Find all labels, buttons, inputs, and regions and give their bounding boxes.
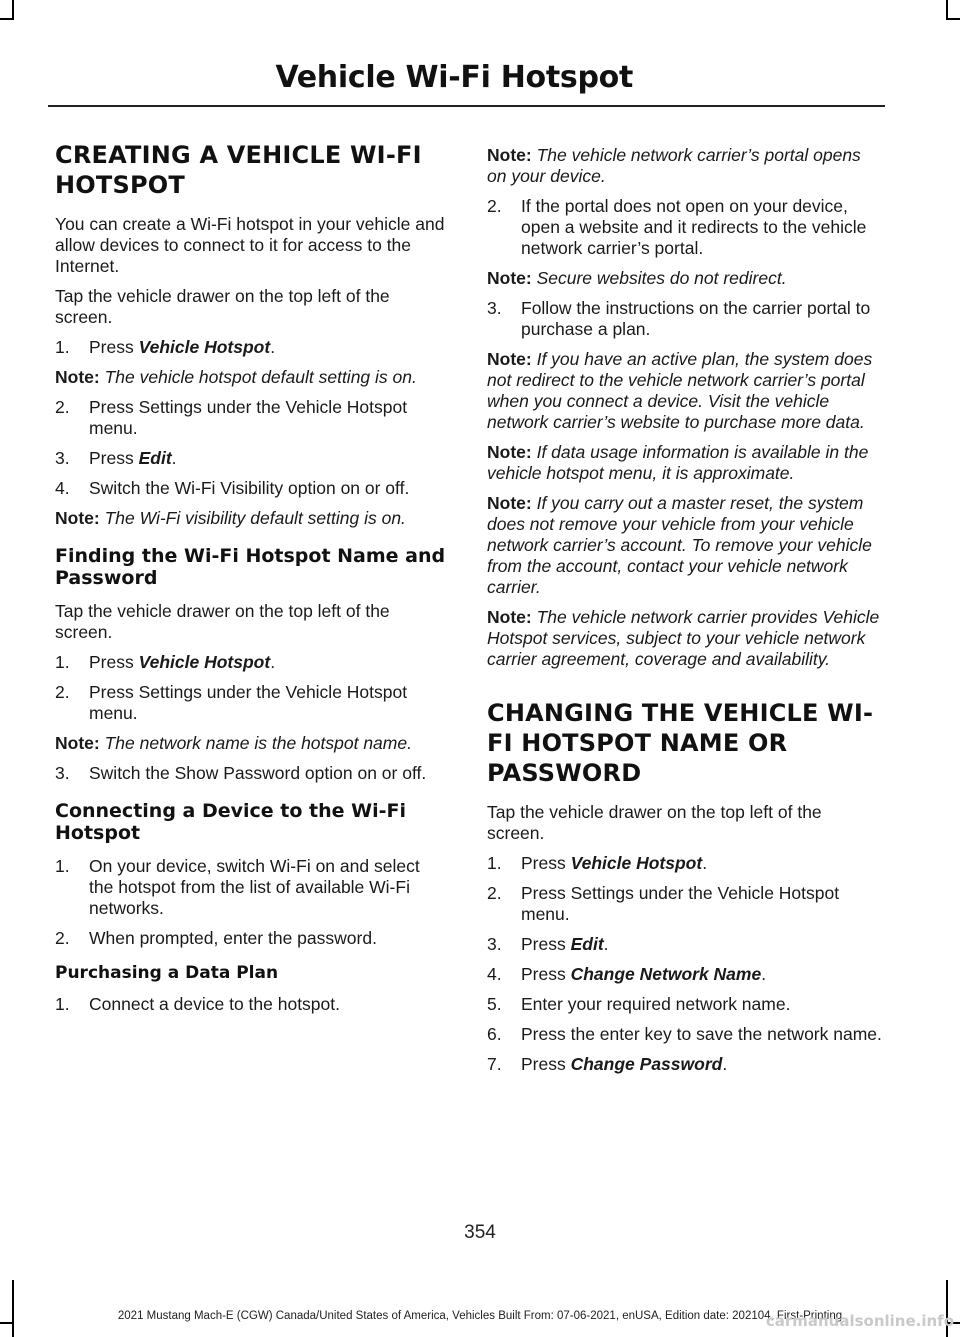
step-emphasis: Edit [570, 934, 604, 954]
step-text: When prompted, enter the password. [89, 928, 377, 948]
step-emphasis: Vehicle Hotspot [570, 853, 703, 873]
list-item [55, 397, 447, 439]
right-column [487, 145, 882, 1084]
list-item [55, 652, 447, 673]
list-item [487, 853, 882, 874]
step-text: Follow the instructions on the carrier portal to purchase a plan. [521, 298, 871, 339]
crop-mark-bottom-left-v [12, 1280, 14, 1337]
list-item [487, 994, 882, 1015]
list-item [487, 196, 882, 259]
note: Note: Secure websites do not redirect. [487, 268, 787, 288]
note: Note: The vehicle network carrier’s portal opens on your device. [487, 145, 861, 186]
step-number: 3. [487, 934, 502, 954]
step-number: 2. [55, 682, 70, 702]
list-item [487, 964, 882, 985]
step-number: 1. [487, 853, 502, 873]
list-item [55, 478, 447, 499]
note: Note: The network name is the hotspot name. [55, 733, 412, 753]
step-number: 4. [55, 478, 70, 498]
step-text: Press Settings under the Vehicle Hotspot menu. [521, 883, 840, 924]
step-text: If the portal does not open on your device, open a website and it redirects to the vehicle network carrier’s portal. [521, 196, 867, 258]
subheading-connecting: Connecting a Device to the Wi-Fi Hotspot [55, 800, 406, 844]
step-text: Enter your required network name. [521, 994, 791, 1014]
intro-paragraph: You can create a Wi-Fi hotspot in your vehicle and allow devices to connect to it for access to the Internet. [55, 214, 445, 276]
step-text: Press [521, 964, 571, 984]
crop-mark-bottom-left-h [0, 1322, 14, 1324]
step-text: Press [89, 448, 139, 468]
step-number: 1. [55, 337, 70, 357]
step-text: Press [521, 934, 571, 954]
step-text: Press Settings under the Vehicle Hotspot menu. [89, 397, 408, 438]
step-text-end: . [270, 652, 276, 672]
step-number: 4. [487, 964, 502, 984]
step-number: 2. [487, 883, 502, 903]
list-item [487, 934, 882, 955]
list-item [55, 928, 447, 949]
step-number: 1. [55, 856, 70, 876]
steps-list [55, 337, 447, 358]
list-item [55, 337, 447, 358]
step-emphasis: Vehicle Hotspot [138, 337, 271, 357]
list-item [55, 682, 447, 724]
list-item [55, 763, 447, 784]
list-item [55, 856, 447, 919]
list-item [487, 298, 882, 340]
crop-mark-top-left-v [12, 0, 14, 20]
steps-list [55, 994, 447, 1015]
note: Note: If you have an active plan, the system does not redirect to the vehicle network carrier’s portal when you connect a device. Visit the vehicle network carrier’s website to purchase more data. [487, 349, 873, 432]
list-item [487, 1054, 882, 1075]
step-text: Press [521, 853, 571, 873]
step-text: Press Settings under the Vehicle Hotspot menu. [89, 682, 408, 723]
subheading-purchasing: Purchasing a Data Plan [55, 963, 279, 983]
step-text-end: . [722, 1054, 728, 1074]
list-item [55, 994, 447, 1015]
step-emphasis: Change Network Name [570, 964, 762, 984]
steps-list [55, 397, 447, 499]
step-text: Switch the Wi-Fi Visibility option on or off. [89, 478, 410, 498]
list-item [55, 448, 447, 469]
note: Note: The vehicle hotspot default setting is on. [55, 367, 417, 387]
step-text: Switch the Show Password option on or off. [89, 763, 427, 783]
step-text: Press [521, 1054, 571, 1074]
page-number: 354 [464, 1222, 496, 1243]
step-text: Press [89, 337, 139, 357]
tap-instruction: Tap the vehicle drawer on the top left of the screen. [55, 286, 390, 327]
step-text-end: . [603, 934, 609, 954]
step-emphasis: Vehicle Hotspot [138, 652, 271, 672]
tap-instruction: Tap the vehicle drawer on the top left of the screen. [487, 802, 822, 843]
left-column [55, 140, 447, 1024]
step-number: 5. [487, 994, 502, 1014]
steps-list [55, 652, 447, 724]
section-heading-changing: CHANGING THE VEHICLE WI- FI HOTSPOT NAME OR PASSWORD [487, 699, 874, 787]
step-number: 2. [55, 928, 70, 948]
steps-list [55, 763, 447, 784]
crop-mark-top-right-v [946, 0, 948, 20]
steps-list [487, 298, 882, 340]
watermark: carmanualsonline.info [765, 1312, 954, 1330]
note: Note: The Wi-Fi visibility default setting is on. [55, 508, 406, 528]
note: Note: If you carry out a master reset, the system does not remove your vehicle from your vehicle network carrier’s account. To remove your vehicle from the account, contact your vehicle network carrier. [487, 493, 872, 597]
steps-list [487, 853, 882, 1075]
subheading-finding: Finding the Wi-Fi Hotspot Name and Password [55, 545, 446, 589]
step-number: 3. [55, 763, 70, 783]
step-number: 7. [487, 1054, 502, 1074]
step-number: 6. [487, 1024, 502, 1044]
step-text-end: . [270, 337, 276, 357]
step-text-end: . [171, 448, 177, 468]
step-number: 2. [487, 196, 502, 216]
crop-mark-top-left-h [0, 18, 14, 20]
step-number: 3. [487, 298, 502, 318]
step-number: 3. [55, 448, 70, 468]
header-divider [48, 105, 885, 107]
tap-instruction: Tap the vehicle drawer on the top left of the screen. [55, 601, 390, 642]
crop-mark-top-right-h [946, 18, 960, 20]
page-footer: 2021 Mustang Mach-E (CGW) Canada/United States of America, Vehicles Built From: 07-06-2021, enUSA, Edition date: 202104, First-Printing [117, 1310, 843, 1322]
note: Note: The vehicle network carrier provides Vehicle Hotspot services, subject to your vehicle network carrier agreement, coverage and availability. [487, 607, 880, 669]
step-text: Press [89, 652, 139, 672]
steps-list [55, 856, 447, 949]
section-heading-creating: CREATING A VEHICLE WI-FI HOTSPOT [55, 141, 422, 199]
step-text: On your device, switch Wi-Fi on and select the hotspot from the list of available Wi-Fi networks. [89, 856, 420, 918]
note: Note: If data usage information is available in the vehicle hotspot menu, it is approximate. [487, 442, 869, 483]
step-text: Connect a device to the hotspot. [89, 994, 340, 1014]
list-item [487, 1024, 882, 1045]
list-item [487, 883, 882, 925]
step-text-end: . [702, 853, 708, 873]
steps-list [487, 196, 882, 259]
step-number: 1. [55, 652, 70, 672]
step-emphasis: Change Password [570, 1054, 723, 1074]
step-text-end: . [761, 964, 767, 984]
step-emphasis: Edit [138, 448, 172, 468]
page-header-title: Vehicle Wi-Fi Hotspot [275, 60, 633, 95]
step-text: Press the enter key to save the network name. [521, 1024, 882, 1044]
step-number: 2. [55, 397, 70, 417]
step-number: 1. [55, 994, 70, 1014]
